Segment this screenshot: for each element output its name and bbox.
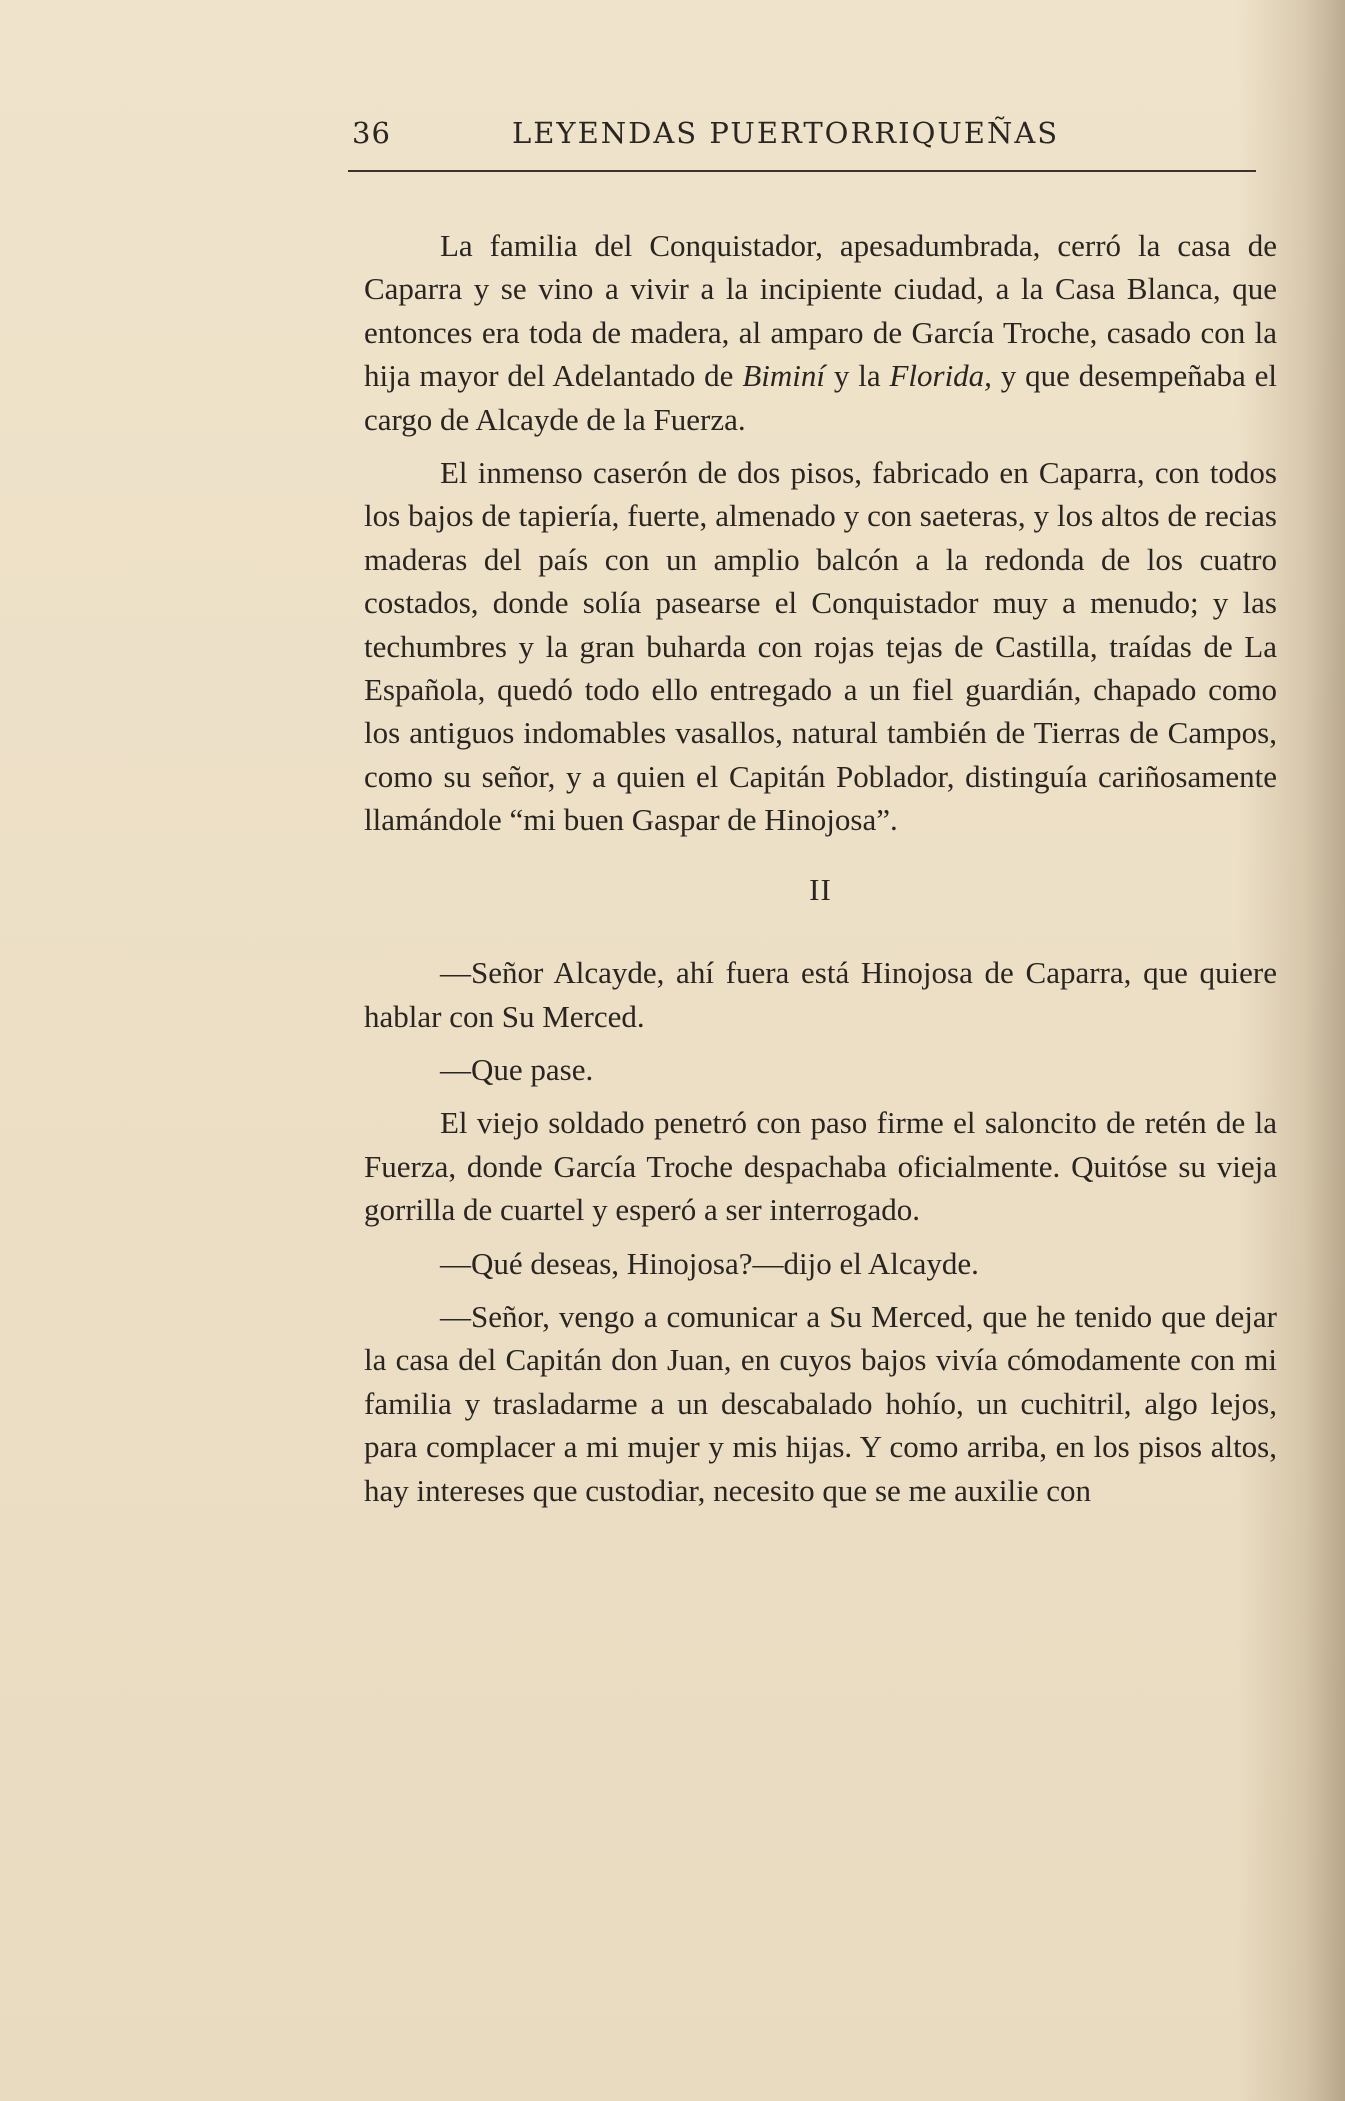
page-number: 36 bbox=[352, 116, 391, 150]
italic-bimini: Biminí bbox=[742, 358, 825, 394]
italic-florida: Florida, bbox=[889, 358, 992, 394]
section-heading: II bbox=[809, 871, 832, 907]
paragraph-5: El viejo soldado penetró con paso firme el saloncito de retén de la Fuerza, donde García Troche despachaba oficialmente. Quitóse su vieja gorrilla de cuartel y esperó a ser interrogado. bbox=[364, 1105, 1277, 1228]
running-title: LEYENDAS PUERTORRIQUEÑAS bbox=[512, 116, 1060, 150]
body-text bbox=[364, 224, 1277, 1512]
paragraph-1: La familia del Conquistador, apesadumbrada, cerró la casa de Caparra y se vino a vivir a la incipiente ciudad, a la Casa Blanca, que entonces era toda de madera, al amparo de García Troche, casado con la hija mayor del Adelantado de Biminí y la Florida, y que desempeñaba el cargo de Alcayde de la Fuerza. bbox=[364, 228, 1277, 437]
header-rule bbox=[348, 170, 1256, 172]
page-header bbox=[352, 116, 1252, 166]
paragraph-3: —Señor Alcayde, ahí fuera está Hinojosa de Caparra, que quiere hablar con Su Merced. bbox=[364, 955, 1277, 1034]
paragraph-7: —Señor, vengo a comunicar a Su Merced, que he tenido que dejar la casa del Capitán don Juan, en cuyos bajos vivía cómodamente con mi familia y trasladarme a un descabalado hohío, un cuchitril, algo lejos, para complacer a mi mujer y mis hijas. Y como arriba, en los pisos altos, hay intereses que custodiar, necesito que se me auxilie con bbox=[364, 1298, 1277, 1508]
paragraph-4: —Que pase. bbox=[440, 1051, 594, 1087]
paragraph-6: —Qué deseas, Hinojosa?—dijo el Alcayde. bbox=[440, 1245, 979, 1281]
paragraph-2: El inmenso caserón de dos pisos, fabricado en Caparra, con todos los bajos de tapiería, fuerte, almenado y con saeteras, y los altos de recias maderas del país con un amplio balcón a la redonda de los cuatro costados, donde solía pasearse el Conquistador muy a menudo; y las techumbres y la gran buharda con rojas tejas de Castilla, traídas de La Española, quedó todo ello entregado a un fiel guardián, chapado como los antiguos indomables vasallos, natural también de Tierras de Campos, como su señor, y a quien el Capitán Poblador, distinguía cariñosamente llamándole “mi buen Gaspar de Hinojosa”. bbox=[364, 455, 1277, 838]
